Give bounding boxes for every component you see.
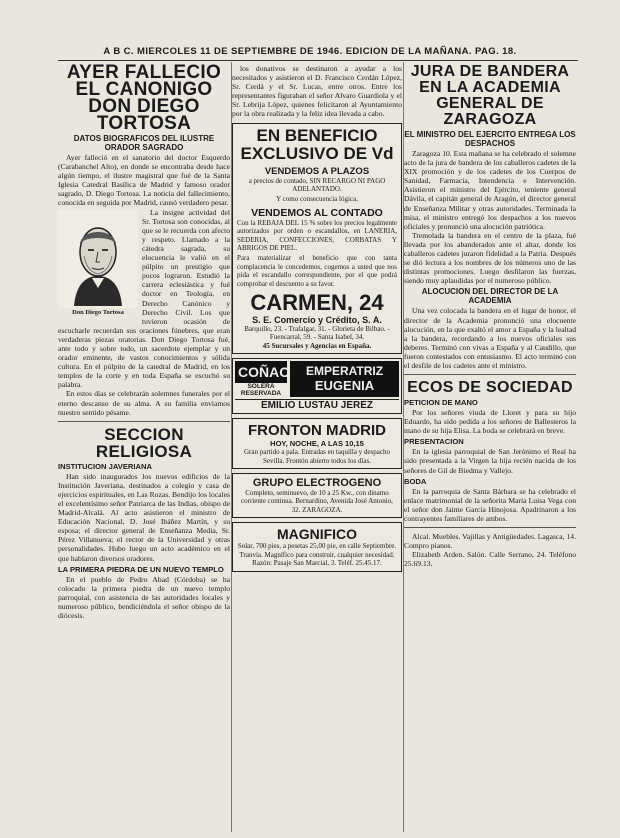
ad-carmen-line-5: Con la REBAJA DEL 15 % sobre los precios legalmente autorizados por orden o escandallos, en LANERIA, SEDERIA, CONFECCIONES, CORBATAS Y ABRIGOS DE PIEL. xyxy=(237,218,397,252)
ecos-sociedad-title: ECOS DE SOCIEDAD xyxy=(407,379,573,397)
ecos-body-peticion: Por los señores viuda de Lloret y para su hijo Eduardo, ha sido pedida a los señores de Ballesteros la mano de su hija Elisa. La boda se celebrará en breve. xyxy=(404,408,576,436)
ad-fronton-sub: HOY, NOCHE, A LAS 10,15 xyxy=(270,439,364,449)
ecos-body-boda: En la parroquia de Santa Bárbara se ha celebrado el enlace matrimonial de la señorita María Luisa Vega con el señor don Jaime García Hinojosa. Apadrinaron a los contrayentes familiares de ambos. xyxy=(404,486,576,523)
ad-grupo xyxy=(232,473,402,518)
ad-carmen-line-2: a precios de contado, SIN RECARGO NI PAGO ADELANTADO. xyxy=(248,176,386,193)
section-religiosa-subhead-2: LA PRIMERA PIEDRA DE UN NUEVO TEMPLO xyxy=(58,564,224,574)
subhead-tortosa: DATOS BIOGRAFICOS DEL ILUSTRE ORADOR SAGRADO xyxy=(73,134,215,152)
jura-body-1: Zaragoza 10. Esta mañana se ha celebrado el solemne acto de la jura de bandera de los caballeros cadetes de la XIX promoción y de los cadetes de los Cuerpos de Sanidad, Farmacia, Intendencia e Intervención. Asistieron el ministro del Ejército, teniente general Dávila, el capitán general de Aragón, el director general de Enseñanza Militar y otras autoridades. Terminada la misa, el ministro entregó los despachos a los nuevos oficiales y pronunció una alocución patriótica. xyxy=(404,149,576,231)
headline-jura: JURA DE BANDERA EN LA ACADEMIA GENERAL DE ZARAGOZA xyxy=(410,64,570,128)
ad-fronton-title: FRONTON MADRID xyxy=(247,422,387,440)
ad-fronton-body: Gran partido a pala. Entradas en taquilla y despacho Sevilla. Frontón abierto todos los días. xyxy=(244,448,390,465)
section-separator xyxy=(58,421,230,422)
ecos-subhead-peticion: PETICION DE MANO xyxy=(404,398,478,408)
ad-conac-small: SOLERA RESERVADA xyxy=(240,383,282,398)
ad-carmen-title-1: EN BENEFICIO xyxy=(256,125,378,145)
jura-body-3: Una vez colocada la bandera en el lugar de honor, el director de la Academia pronunció una elocuente alocución, en la que exaltó el amor a España y la lealtad a la bandera, recordando a los nuevos oficiales sus deberes. Terminó con vivas a España y al Caudillo, que fueron contestados con entusiasmo. El acto terminó con el desfile de los cadetes ante el ministro. xyxy=(404,306,576,370)
ad-carmen-title-2: EXCLUSIVO DE Vd xyxy=(240,143,394,163)
classified-2: Elizabeth Arden. Salón. Calle Serrano, 24. Teléfono 25.69.13. xyxy=(404,550,576,569)
ad-carmen-brand: CARMEN, 24 xyxy=(250,290,384,316)
ad-carmen-line-1: VENDEMOS A PLAZOS xyxy=(264,165,370,177)
ad-carmen xyxy=(232,123,402,355)
article-intro: Ayer falleció en el sanatorio del doctor Esquerdo (Carabanchel Alto), en donde se encontraba desde hace algún tiempo, el ilustre magistral que fué de la Santa Iglesia Catedral Basílica de Madrid y famoso orador sagrado, D. Diego Tortosa. La noticia del fallecimiento, conocida en seguida por Madrid, causó verdadero pesar. xyxy=(58,153,230,208)
ad-conac-left: COÑAC xyxy=(235,361,287,383)
section-separator xyxy=(404,527,576,528)
ad-carmen-line-6: Para materializar el beneficio que con tanta complacencia le concedemos, cogemos a usted que nos pida el escandallo correspondiente, por el que podrá comprobar el descuento a su favor. xyxy=(237,254,397,288)
column-middle xyxy=(232,64,402,824)
section-religiosa-subhead: INSTITUCION JAVERIANA xyxy=(58,461,152,471)
ad-conac-right-2: EUGENIA xyxy=(314,378,375,394)
ecos-body-presentacion: En la iglesia parroquial de San Jerónimo el Real ha sido presentada a la Virgen la hija recién nacida de los señores de Gil de Biedma y Vallejo. xyxy=(404,447,576,475)
ad-carmen-footer: 45 Sucursales y Agencias en España. xyxy=(262,341,372,350)
portrait-figure xyxy=(58,210,138,318)
column-right xyxy=(404,64,576,824)
section-religiosa-body: Han sido inaugurados los nuevos edificios de la Institución Javeriana, destinados a colegio y casa de ejercicios espirituales, en Las Rozas. Bendijo los locales el excelentísimo señor Patriarca de las Indias, obispo de Madrid-Alcalá. Al acto asistieron el ministro de Educación Nacional, D. José Ibáñez Martín, y su esposa; el director general de Enseñanza Media, Sr. Pérez Villanueva; el rector de la Universidad y otras personalidades. Hubo luego un acto académico en el que hablaron diversos oradores. xyxy=(58,471,230,563)
ad-grupo-title: GRUPO ELECTROGENO xyxy=(252,477,382,490)
jura-subhead-2: ALOCUCION DEL DIRECTOR DE LA ACADEMIA xyxy=(421,287,559,306)
section-religiosa-body-2: En el pueblo de Pedro Abad (Córdoba) se ha colocado la primera piedra de un nuevo templo parroquial, con asistencia de las autoridades locales y numeroso público, bendiciéndola el señor obispo de la diócesis. xyxy=(58,574,230,621)
ad-carmen-company: S. E. Comercio y Crédito, S. A. xyxy=(252,315,382,326)
portrait-image xyxy=(58,210,138,308)
ad-carmen-line-4: VENDEMOS AL CONTADO xyxy=(251,206,383,219)
ad-carmen-line-3: Y como consecuencia lógica, xyxy=(276,195,358,204)
article-closing: En estos días se celebrarán solemnes funerales por el eterno descanso de su alma. A su familia enviamos nuestro sentido pésame. xyxy=(58,389,230,417)
ad-magnifico xyxy=(232,522,402,571)
ecos-subhead-boda: BODA xyxy=(404,476,427,486)
article-body: La insigne actividad del Sr. Tortosa son conocidas, al que se le recuerda con afecto y respeto. Llamado a la cátedra sagrada, su elocuencia le valió en el púlpito un prestigio que pocos lograron. Estudió la carrera eclesiástica y fué doctor en Teología, en Derecho Canónico y Derecho Civil. Los que tuvieron ocasión de escucharle recuerdan sus oraciones fúnebres, que eran verdaderas piezas oratorias. Don Diego Tortosa fué, ante todo y sobre todo, un sacerdote ejemplar y un orador eminente, de vastos conocimientos y sólida cultura. En el púlpito de la catedral de Madrid, en los templos de la corte y en toda España se escuchó su palabra. xyxy=(58,207,230,390)
ad-grupo-body: Completo, seminuevo, de 10 a 25 Kw., con dinamo corriente continua. Bernardino, Avenida José Antonio, 32. ZARAGOZA. xyxy=(241,489,393,514)
header-rule xyxy=(58,60,578,61)
page-header: A B C. MIERCOLES 11 DE SEPTIEMBRE DE 1946. EDICION DE LA MAÑANA. PAG. 18. xyxy=(103,46,517,57)
column-left xyxy=(58,64,230,824)
ad-magnifico-body: Solar, 700 pies, a pesetas 25,00 pie, en calle Septiembre. Tranvía. Magnífico para construir, cualquier necesidad. Razón: Pasaje San Marcial, 3. Teléf. 25.45.17. xyxy=(237,542,397,568)
ad-conac-footer: EMILIO LUSTAU JEREZ xyxy=(235,399,399,411)
headline-tortosa: AYER FALLECIO EL CANONIGO DON DIEGO TORTOSA xyxy=(66,64,222,134)
ad-conac xyxy=(232,358,402,414)
portrait-caption: Don Diego Tortosa xyxy=(72,308,124,316)
section-separator xyxy=(404,374,576,375)
ad-magnifico-title: MAGNIFICO xyxy=(276,526,358,543)
ad-conac-right-1: EMPERATRIZ xyxy=(305,364,384,379)
jura-body-2: Tremolada la bandera en el centro de la plaza, fué llevada por los abanderados ante el altar, donde los caballeros cadetes juraron fidelidad a la Patria. Después se dió lectura a los nombres de los números uno de las distintas promociones. Luego desfilaron las fuerzas, siendo muy aplaudidas por el numeroso público. xyxy=(404,230,576,286)
ad-fronton xyxy=(232,418,402,469)
classified-1: Alcal. Muebles. Vajillas y Antigüedades. Lagasca, 14. Compro pianos. xyxy=(404,532,576,551)
ad-carmen-address: Barquillo, 23. - Trafalgar, 31. - Glorieta de Bilbao. - Fuencarral, 59. - Santa Isabel, 34. xyxy=(244,325,390,342)
section-religiosa-title: SECCION RELIGIOSA xyxy=(95,424,193,461)
middle-top-text: los donativos se destinaron a ayudar a los necesitados y asistieron el D. Francisco Cerdán López, Sr. Cerdá y el Sr. Lucas, entre otros. Entre los representantes figuraban el señor Alvaro Guardiola y el Sr. Lebrija López, quienes felicitaron al Ayuntamiento por la obra realizada y la feliz idea llevada a cabo. xyxy=(232,64,402,119)
ecos-subhead-presentacion: PRESENTACION xyxy=(404,437,464,447)
subhead-jura: EL MINISTRO DEL EJERCITO ENTREGA LOS DESPACHOS xyxy=(404,130,576,148)
